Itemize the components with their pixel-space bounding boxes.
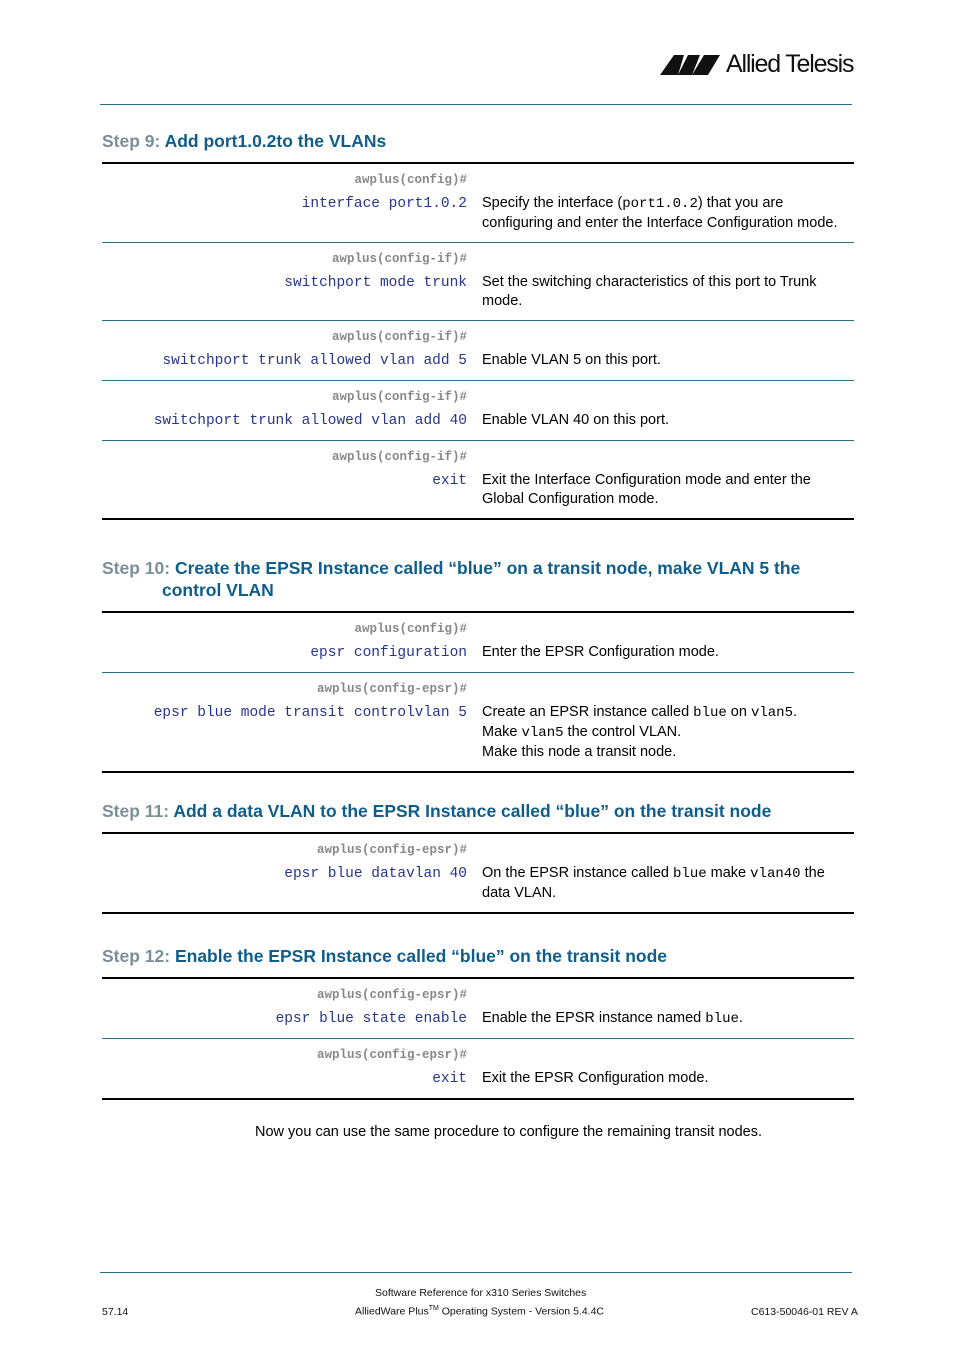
description-cell bbox=[467, 1039, 854, 1100]
cli-prompt: awplus(config-epsr)# bbox=[316, 843, 467, 857]
step-number: Step 9: bbox=[102, 131, 161, 151]
closing-note: Now you can use the same procedure to configure the remaining transit nodes. bbox=[255, 1124, 762, 1140]
description-text: Exit the Interface Configuration mode and enter the Global Configuration mode. bbox=[482, 472, 811, 507]
description-cell bbox=[467, 381, 854, 441]
command-cell bbox=[102, 612, 467, 673]
description-text: Exit the EPSR Configuration mode. bbox=[482, 1070, 709, 1086]
inline-code: vlan40 bbox=[750, 866, 801, 882]
description-text: Enable the EPSR instance named bbox=[482, 1010, 706, 1026]
description-cell bbox=[467, 673, 854, 773]
step-title: Enable the EPSR Instance called “blue” on the transit node bbox=[174, 946, 667, 966]
command-description bbox=[482, 1009, 854, 1029]
cli-command: interface port1.0.2 bbox=[301, 196, 467, 212]
step-12-table bbox=[102, 977, 854, 1100]
page-number: 57.14 bbox=[102, 1306, 129, 1318]
footer-trademark: TM bbox=[428, 1305, 439, 1312]
description-text: . bbox=[792, 704, 798, 720]
command-row bbox=[102, 1039, 854, 1100]
command-row bbox=[102, 163, 854, 243]
cli-prompt: awplus(config-if)# bbox=[331, 252, 467, 266]
description-text: make bbox=[706, 865, 751, 881]
description-text: Enable VLAN 40 on this port. bbox=[482, 412, 670, 428]
description-text: the control VLAN. bbox=[563, 724, 682, 740]
step-number: Step 10: bbox=[102, 558, 171, 578]
command-description bbox=[482, 1069, 854, 1088]
command-row bbox=[102, 833, 854, 913]
command-cell bbox=[102, 978, 467, 1039]
document-id: C613-50046-01 REV A bbox=[751, 1306, 858, 1318]
command-description bbox=[482, 703, 854, 762]
footer-rule bbox=[100, 1272, 852, 1273]
cli-command: switchport trunk allowed vlan add 40 bbox=[153, 413, 467, 429]
step-10-heading bbox=[102, 557, 842, 601]
step-10-table bbox=[102, 611, 854, 773]
description-text: Create an EPSR instance called bbox=[482, 704, 694, 720]
step-number: Step 12: bbox=[102, 946, 171, 966]
command-description bbox=[482, 351, 854, 370]
cli-prompt: awplus(config-if)# bbox=[331, 450, 467, 464]
step-9-heading bbox=[102, 130, 842, 152]
step-title: Add port1.0.2to the VLANs bbox=[164, 131, 387, 151]
command-row bbox=[102, 381, 854, 441]
inline-code: port1.0.2 bbox=[622, 196, 698, 212]
cli-command: epsr blue datavlan 40 bbox=[284, 866, 467, 882]
description-text: ) that you are configuring and enter the Interface Configuration mode. bbox=[482, 195, 838, 231]
cli-prompt: awplus(config)# bbox=[354, 173, 467, 187]
description-cell bbox=[467, 243, 854, 321]
command-description bbox=[482, 471, 854, 509]
footer-title: Software Reference for x310 Series Switches bbox=[375, 1287, 587, 1299]
inline-code: blue bbox=[673, 866, 707, 882]
command-row bbox=[102, 612, 854, 673]
description-cell bbox=[467, 441, 854, 520]
inline-code: vlan5 bbox=[521, 725, 564, 741]
command-cell bbox=[102, 243, 467, 321]
command-row bbox=[102, 243, 854, 321]
cli-command: exit bbox=[432, 473, 467, 489]
command-row bbox=[102, 673, 854, 773]
command-row bbox=[102, 321, 854, 381]
step-number: Step 11: bbox=[102, 801, 170, 821]
description-text: Enter the EPSR Configuration mode. bbox=[482, 644, 719, 660]
command-cell bbox=[102, 1039, 467, 1100]
cli-command: exit bbox=[432, 1071, 467, 1087]
description-cell bbox=[467, 978, 854, 1039]
description-cell bbox=[467, 833, 854, 913]
cli-prompt: awplus(config-epsr)# bbox=[316, 682, 467, 696]
description-text: On the EPSR instance called bbox=[482, 865, 674, 881]
cli-command: switchport trunk allowed vlan add 5 bbox=[162, 353, 467, 369]
cli-prompt: awplus(config-if)# bbox=[331, 330, 467, 344]
cli-command: epsr configuration bbox=[310, 645, 467, 661]
inline-code: blue bbox=[705, 1011, 739, 1027]
description-cell bbox=[467, 321, 854, 381]
description-cell bbox=[467, 163, 854, 243]
header-rule bbox=[100, 104, 852, 105]
command-cell bbox=[102, 381, 467, 441]
command-description bbox=[482, 194, 854, 233]
command-description bbox=[482, 273, 854, 311]
command-cell bbox=[102, 441, 467, 520]
cli-prompt: awplus(config)# bbox=[354, 622, 467, 636]
description-text: Set the switching characteristics of this port to Trunk mode. bbox=[482, 274, 817, 309]
command-description bbox=[482, 411, 854, 430]
description-text: Enable VLAN 5 on this port. bbox=[482, 352, 661, 368]
command-cell bbox=[102, 833, 467, 913]
allied-telesis-logo-mark-icon bbox=[660, 53, 722, 77]
step-11-heading bbox=[102, 800, 842, 822]
command-row bbox=[102, 978, 854, 1039]
brand-name: Allied Telesis bbox=[726, 50, 854, 78]
footer-os-version-text: Operating System - Version 5.4.4C bbox=[438, 1305, 605, 1318]
command-cell bbox=[102, 321, 467, 381]
step-9-table bbox=[102, 162, 854, 520]
allied-telesis-logo bbox=[660, 50, 856, 80]
description-text: . bbox=[738, 1010, 743, 1026]
step-11-table bbox=[102, 832, 854, 914]
command-row bbox=[102, 441, 854, 520]
inline-code: vlan5 bbox=[750, 705, 793, 721]
footer-os-name: AlliedWare Plus bbox=[355, 1305, 429, 1318]
description-text: on bbox=[726, 704, 751, 720]
cli-command: switchport mode trunk bbox=[284, 275, 467, 291]
cli-command: epsr blue mode transit controlvlan 5 bbox=[153, 705, 467, 721]
description-cell bbox=[467, 612, 854, 673]
footer-os-version bbox=[355, 1305, 604, 1318]
step-title: Add a data VLAN to the EPSR Instance called “blue” on the transit node bbox=[173, 801, 772, 821]
step-title-continued: control VLAN bbox=[162, 580, 274, 600]
description-text: Specify the interface ( bbox=[482, 195, 623, 211]
command-description bbox=[482, 864, 854, 903]
cli-command: epsr blue state enable bbox=[275, 1011, 467, 1027]
cli-prompt: awplus(config-if)# bbox=[331, 390, 467, 404]
step-12-heading bbox=[102, 945, 842, 967]
inline-code: blue bbox=[693, 705, 727, 721]
command-description bbox=[482, 643, 854, 662]
description-text: Make bbox=[482, 724, 522, 740]
step-title: Create the EPSR Instance called “blue” on a transit node, make VLAN 5 the bbox=[174, 558, 801, 578]
description-text: Make this node a transit node. bbox=[482, 744, 677, 760]
command-cell bbox=[102, 673, 467, 773]
description-text: the data VLAN. bbox=[482, 865, 825, 901]
command-cell bbox=[102, 163, 467, 243]
cli-prompt: awplus(config-epsr)# bbox=[316, 988, 467, 1002]
cli-prompt: awplus(config-epsr)# bbox=[316, 1048, 467, 1062]
